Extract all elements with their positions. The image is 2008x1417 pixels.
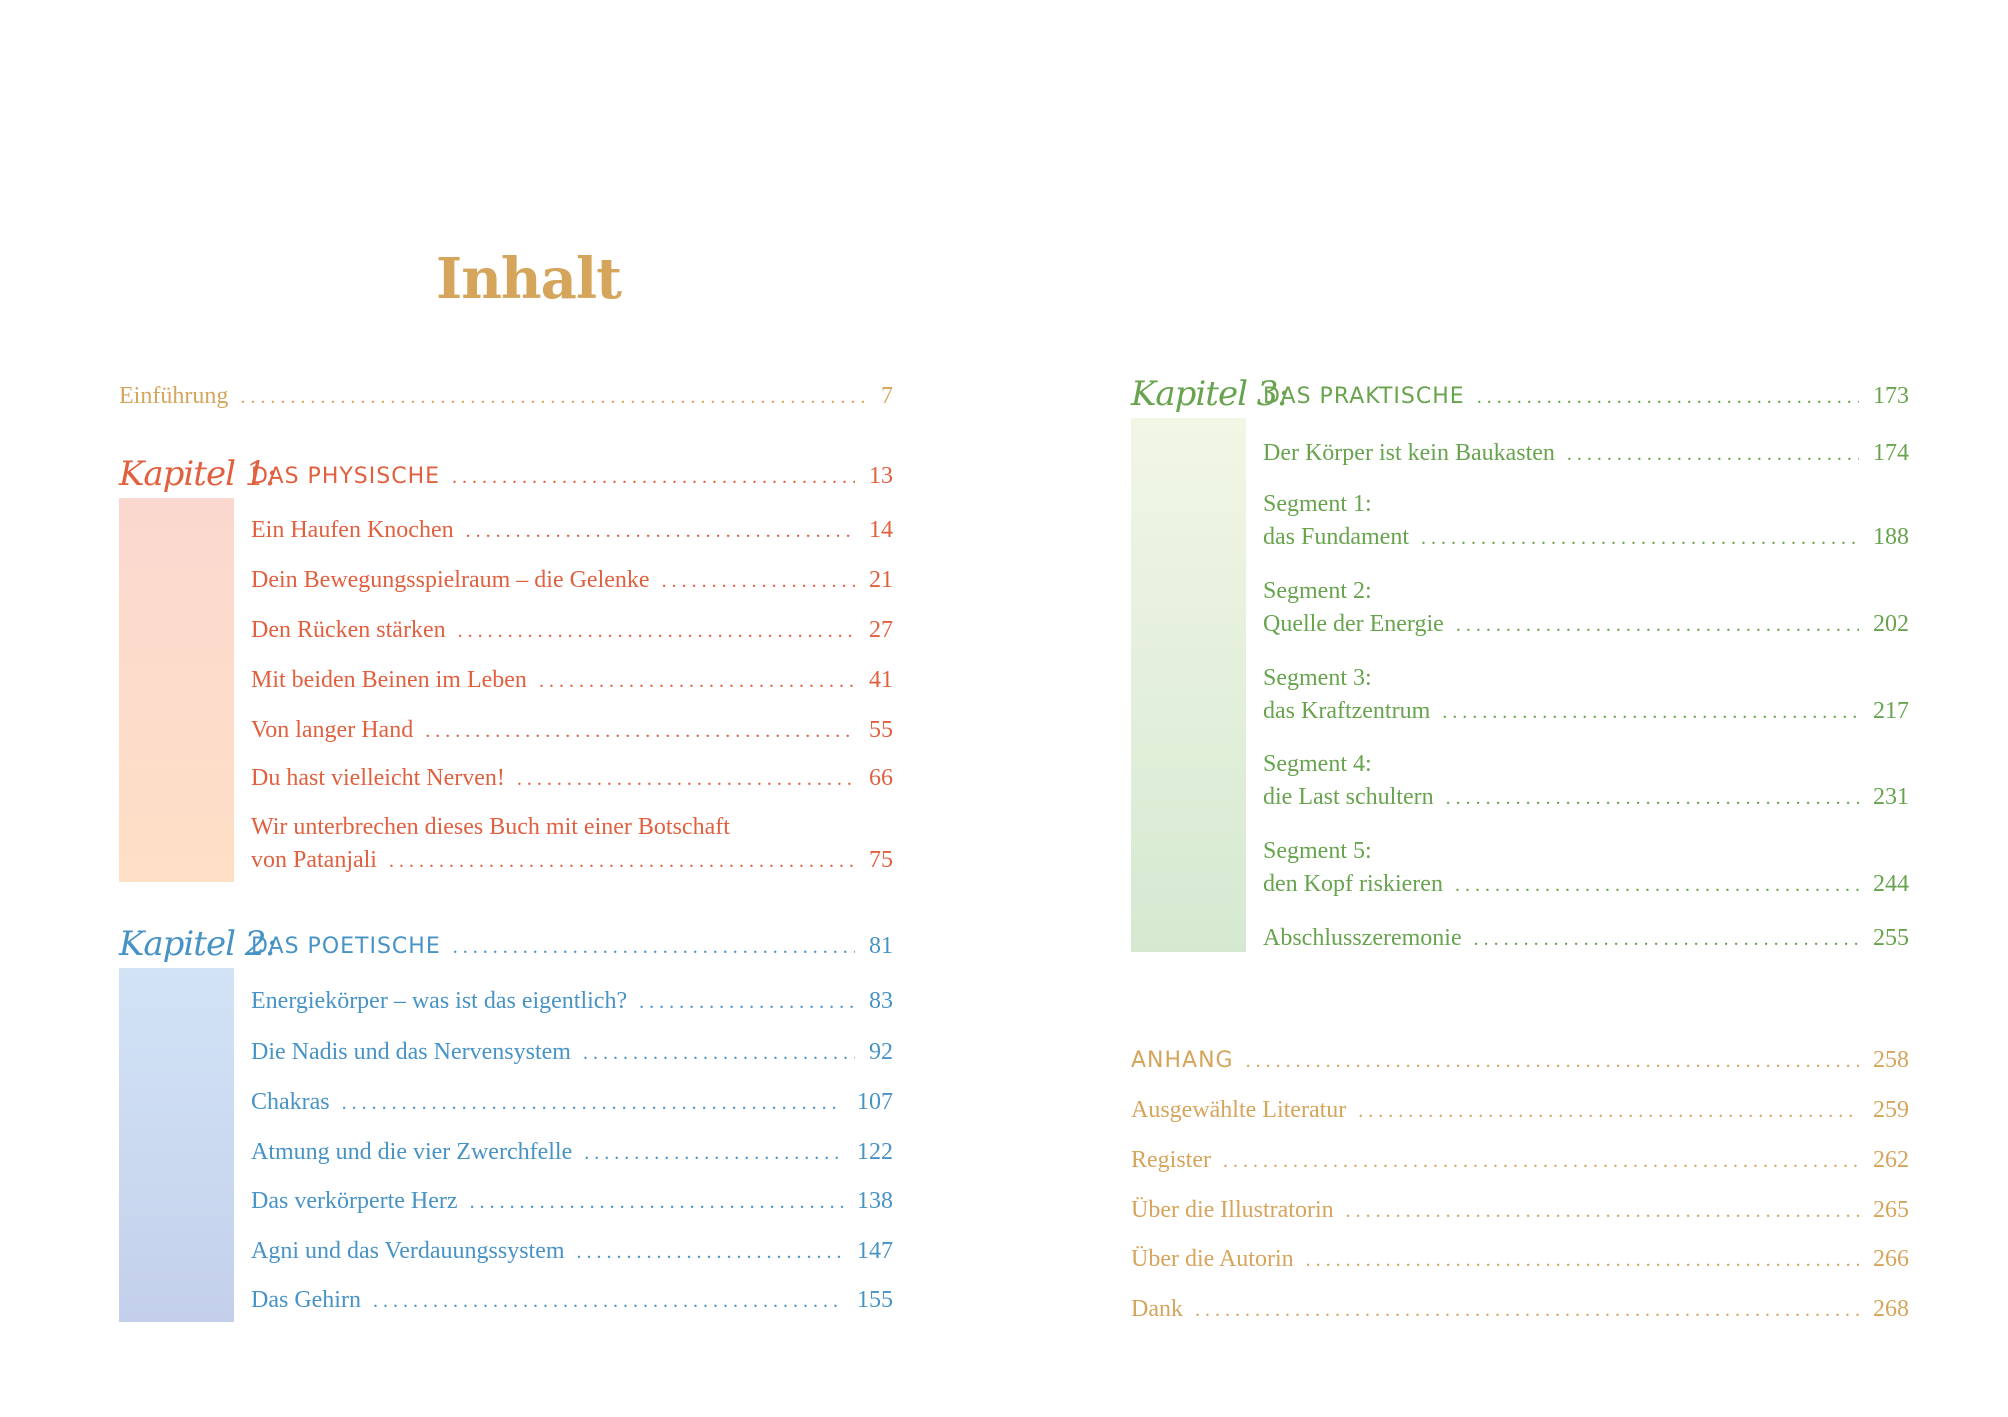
toc-entry-label: Chakras — [251, 1089, 330, 1115]
toc-entry-page: 202 — [1873, 611, 1909, 637]
toc-entry-label: die Last schultern — [1263, 784, 1434, 810]
chapter-2-kapitel-label: Kapitel 2: — [119, 924, 276, 964]
toc-entry[interactable] — [251, 564, 893, 598]
dot-leader — [1358, 1095, 1859, 1128]
chapter-2 — [119, 924, 893, 1330]
dot-leader — [453, 931, 855, 964]
toc-entry-label: Abschlusszeremonie — [1263, 925, 1462, 951]
toc-entry[interactable] — [1263, 922, 1909, 956]
toc-entry-label: den Kopf riskieren — [1263, 871, 1443, 897]
toc-entry-label: Agni und das Verdauungssystem — [251, 1238, 565, 1264]
toc-entry-label: von Patanjali — [251, 847, 377, 873]
toc-entry[interactable] — [251, 1235, 893, 1269]
toc-entry-label: das Kraftzentrum — [1263, 698, 1431, 724]
toc-entry-page: 7 — [881, 383, 893, 409]
toc-entry-label: Über die Autorin — [1131, 1246, 1294, 1272]
toc-entry[interactable] — [251, 1036, 893, 1070]
toc-entry[interactable] — [251, 614, 893, 648]
toc-entry[interactable] — [1263, 748, 1909, 815]
toc-entry-page: 92 — [869, 1039, 893, 1065]
dot-leader — [373, 1285, 843, 1318]
toc-entry-page: 217 — [1873, 698, 1909, 724]
toc-entry-label: Einführung — [119, 383, 229, 409]
toc-entry[interactable] — [251, 985, 893, 1019]
dot-leader — [1455, 869, 1859, 902]
toc-entry-page: 83 — [869, 988, 893, 1014]
toc-entry-page: 255 — [1873, 925, 1909, 951]
dot-leader — [240, 381, 867, 414]
toc-entry-label: Von langer Hand — [251, 717, 414, 743]
dot-leader — [425, 715, 855, 748]
toc-entry-page: 14 — [869, 517, 893, 543]
toc-entry-page: 122 — [857, 1139, 893, 1165]
toc-entry-page: 262 — [1873, 1147, 1909, 1173]
toc-entry[interactable] — [1131, 1194, 1909, 1228]
toc-entry-label-line1: Segment 4: — [1263, 751, 1372, 777]
chapter-1-color-bar — [119, 498, 234, 882]
dot-leader — [577, 1236, 843, 1269]
toc-entry-page: 174 — [1873, 440, 1909, 466]
toc-entry[interactable] — [251, 1086, 893, 1120]
toc-entry-page: 231 — [1873, 784, 1909, 810]
dot-leader — [389, 845, 855, 878]
toc-entry-page: 138 — [857, 1188, 893, 1214]
chapter-3-heading-row[interactable] — [1263, 380, 1909, 414]
toc-entry-page: 107 — [857, 1089, 893, 1115]
appendix-page: 258 — [1873, 1047, 1909, 1073]
toc-entry[interactable] — [119, 380, 893, 414]
dot-leader — [1442, 696, 1859, 729]
toc-entry-page: 265 — [1873, 1197, 1909, 1223]
toc-entry[interactable] — [1263, 437, 1909, 471]
toc-entry[interactable] — [1263, 488, 1909, 555]
toc-entry-label: Dein Bewegungsspielraum – die Gelenke — [251, 567, 650, 593]
appendix-heading: ANHANG — [1131, 1048, 1234, 1073]
toc-entry-label: Du hast vielleicht Nerven! — [251, 765, 505, 791]
toc-entry-page: 244 — [1873, 871, 1909, 897]
toc-entry-page: 268 — [1873, 1296, 1909, 1322]
dot-leader — [470, 1186, 843, 1219]
toc-entry-label-line1: Segment 3: — [1263, 665, 1372, 691]
dot-leader — [1567, 438, 1859, 471]
dot-leader — [639, 986, 855, 1019]
toc-entry[interactable] — [1263, 575, 1909, 642]
chapter-3-page: 173 — [1873, 383, 1909, 409]
dot-leader — [1446, 782, 1859, 815]
page-title: Inhalt — [436, 246, 622, 312]
dot-leader — [1477, 381, 1859, 414]
toc-entry-page: 266 — [1873, 1246, 1909, 1272]
chapter-1 — [119, 454, 893, 890]
dot-leader — [1306, 1244, 1859, 1277]
toc-entry-label: Energiekörper – was ist das eigentlich? — [251, 988, 628, 1014]
toc-entry[interactable] — [251, 1136, 893, 1170]
toc-entry-label: Der Körper ist kein Baukasten — [1263, 440, 1555, 466]
dot-leader — [1246, 1045, 1859, 1078]
chapter-3-color-bar — [1131, 418, 1246, 952]
dot-leader — [1421, 522, 1859, 555]
dot-leader — [458, 615, 855, 648]
toc-entry-label: Den Rücken stärken — [251, 617, 446, 643]
toc-entry-label: das Fundament — [1263, 524, 1409, 550]
chapter-3-heading: DAS PRAKTISCHE — [1263, 384, 1465, 409]
dot-leader — [342, 1087, 843, 1120]
dot-leader — [1346, 1195, 1859, 1228]
toc-entry-page: 66 — [869, 765, 893, 791]
toc-entry-page: 21 — [869, 567, 893, 593]
toc-entry[interactable] — [251, 664, 893, 698]
dot-leader — [539, 665, 855, 698]
dot-leader — [1195, 1294, 1859, 1327]
dot-leader — [583, 1037, 855, 1070]
toc-entry-label: Über die Illustratorin — [1131, 1197, 1334, 1223]
chapter-2-page: 81 — [869, 933, 893, 959]
toc-entry-label-line1: Wir unterbrechen dieses Buch mit einer Botschaft — [251, 814, 730, 840]
toc-entry-label: Ausgewählte Literatur — [1131, 1097, 1347, 1123]
toc-entry[interactable] — [1131, 1094, 1909, 1128]
toc-entry-label: Mit beiden Beinen im Leben — [251, 667, 527, 693]
chapter-2-heading-row[interactable] — [251, 930, 893, 964]
toc-entry-label: Register — [1131, 1147, 1211, 1173]
dot-leader — [452, 461, 855, 494]
chapter-1-heading-row[interactable] — [251, 460, 893, 494]
dot-leader — [662, 565, 855, 598]
dot-leader — [584, 1137, 843, 1170]
toc-entry-label-line1: Segment 1: — [1263, 491, 1372, 517]
toc-entry-page: 259 — [1873, 1097, 1909, 1123]
toc-entry-page: 55 — [869, 717, 893, 743]
toc-entry-label: Das Gehirn — [251, 1287, 361, 1313]
toc-entry[interactable] — [251, 1284, 893, 1318]
toc-entry[interactable] — [251, 811, 893, 878]
toc-entry-label: Ein Haufen Knochen — [251, 517, 454, 543]
toc-entry[interactable] — [251, 514, 893, 548]
toc-entry-page: 41 — [869, 667, 893, 693]
toc-entry-page: 75 — [869, 847, 893, 873]
dot-leader — [517, 763, 855, 796]
chapter-2-heading: DAS POETISCHE — [251, 934, 441, 959]
toc-entry-label-line1: Segment 5: — [1263, 838, 1372, 864]
toc-entry[interactable] — [1263, 835, 1909, 902]
chapter-2-color-bar — [119, 968, 234, 1322]
appendix — [1131, 1044, 1909, 1344]
toc-entry-page: 188 — [1873, 524, 1909, 550]
chapter-1-heading: DAS PHYSISCHE — [251, 464, 441, 489]
toc-entry-label-line1: Segment 2: — [1263, 578, 1372, 604]
chapter-1-kapitel-label: Kapitel 1: — [119, 454, 276, 494]
chapter-1-page: 13 — [869, 463, 893, 489]
dot-leader — [1223, 1145, 1859, 1178]
toc-entry-label: Quelle der Energie — [1263, 611, 1444, 637]
toc-entry-page: 147 — [857, 1238, 893, 1264]
appendix-heading-row[interactable] — [1131, 1044, 1909, 1078]
chapter-3-kapitel-label: Kapitel 3: — [1131, 374, 1288, 414]
toc-entry[interactable] — [1131, 1293, 1909, 1327]
toc-entry-page: 155 — [857, 1287, 893, 1313]
toc-entry[interactable] — [1263, 662, 1909, 729]
toc-entry[interactable] — [251, 714, 893, 748]
dot-leader — [1456, 609, 1859, 642]
toc-entry[interactable] — [251, 1185, 893, 1219]
toc-entry[interactable] — [1131, 1144, 1909, 1178]
toc-entry-label: Dank — [1131, 1296, 1183, 1322]
chapter-3 — [1131, 374, 1909, 960]
toc-entry-label: Das verkörperte Herz — [251, 1188, 458, 1214]
dot-leader — [1474, 923, 1859, 956]
dot-leader — [466, 515, 855, 548]
toc-entry-page: 27 — [869, 617, 893, 643]
toc-entry[interactable] — [1131, 1243, 1909, 1277]
toc-entry-label: Atmung und die vier Zwerchfelle — [251, 1139, 573, 1165]
toc-entry-label: Die Nadis und das Nervensystem — [251, 1039, 571, 1065]
toc-entry[interactable] — [251, 762, 893, 796]
